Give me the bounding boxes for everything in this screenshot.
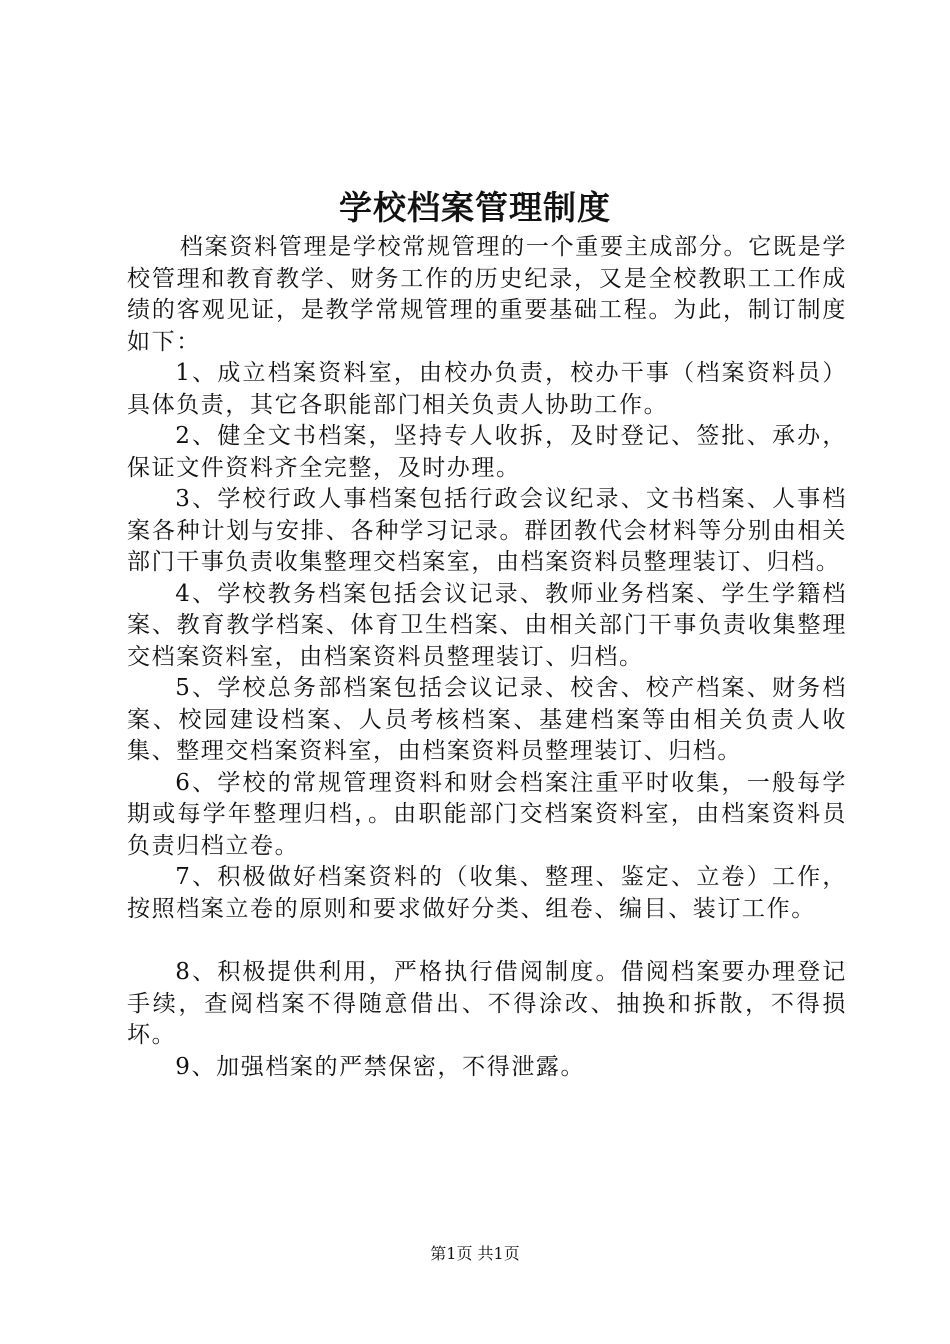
paragraph-item-1: 1、成立档案资料室，由校办负责，校办干事（档案资料员）具体负责，其它各职能部门相关负责人协助工作。 [127,360,847,418]
paragraph-item-8: 8、积极提供利用，严格执行借阅制度。借阅档案要办理登记手续，查阅档案不得随意借出、不得涂改、抽换和拆散，不得损坏。 [127,959,847,1048]
paragraph-item-3: 3、学校行政人事档案包括行政会议纪录、文书档案、人事档案各种计划与安排、各种学习记录。群团教代会材料等分别由相关部门干事负责收集整理交档案室，由档案资料员整理装订、归档。 [127,486,847,575]
paragraph-item-9: 9、加强档案的严禁保密，不得泄露。 [175,1053,586,1080]
paragraph-intro: 档案资料管理是学校常规管理的一个重要主成部分。它既是学校管理和教育教学、财务工作的历史纪录，又是全校教职工工作成绩的客观见证，是教学常规管理的重要基础工程。为此，制订制度如下： [127,234,847,355]
document-body [127,232,847,1083]
page-footer: 第1页 共1页 [430,1244,520,1263]
paragraph-item-2: 2、健全文书档案，坚持专人收拆，及时登记、签批、承办，保证文件资料齐全完整，及时办理。 [127,423,847,481]
document-title: 学校档案管理制度 [339,188,611,227]
paragraph-item-4: 4、学校教务档案包括会议记录、教师业务档案、学生学籍档案、教育教学档案、体育卫生档案、由相关部门干事负责收集整理交档案资料室，由档案资料员整理装订、归档。 [127,580,847,670]
paragraph-item-6: 6、学校的常规管理资料和财会档案注重平时收集，一般每学期或每学年整理归档，。由职能部门交档案资料室，由档案资料员负责归档立卷。 [127,769,847,859]
paragraph-item-5: 5、学校总务部档案包括会议记录、校舍、校产档案、财务档案、校园建设档案、人员考核档案、基建档案等由相关负责人收集、整理交档案资料室，由档案资料员整理装订、归档。 [127,675,847,764]
paragraph-item-7: 7、积极做好档案资料的（收集、整理、鉴定、立卷）工作，按照档案立卷的原则和要求做好分类、组卷、编目、装订工作。 [127,864,847,922]
